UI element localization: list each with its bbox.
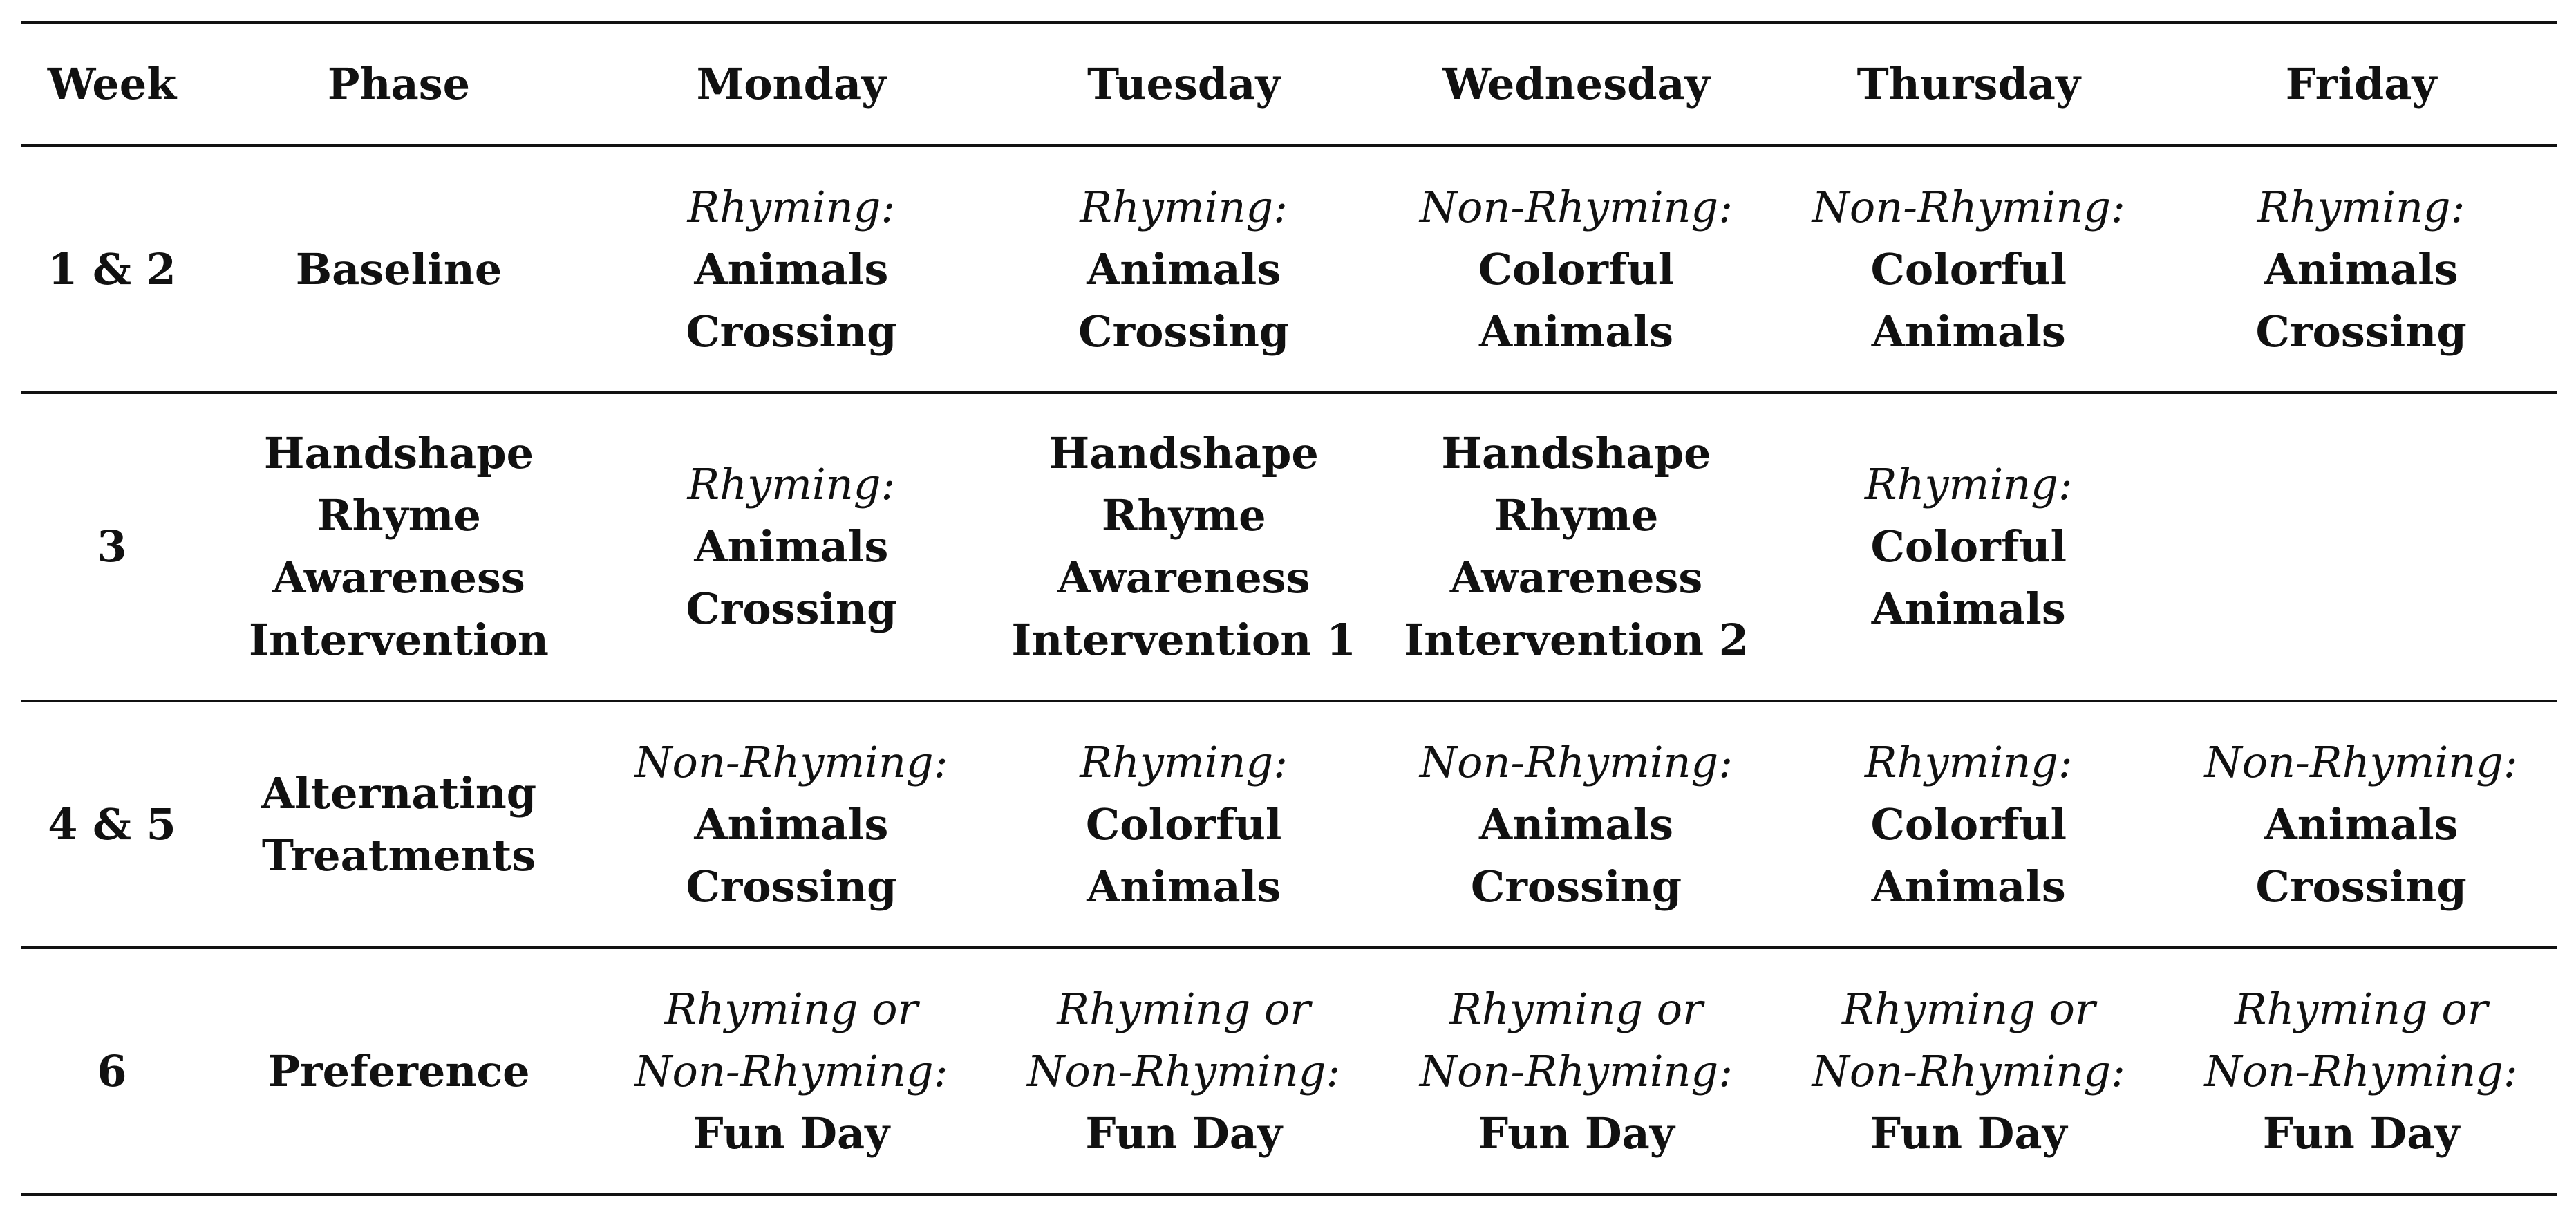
activity-line: Animals bbox=[1087, 243, 1281, 294]
activity-line: Animals bbox=[2264, 243, 2459, 294]
phase-line: Awareness bbox=[272, 552, 525, 603]
week-cell: 4 & 5 bbox=[48, 798, 176, 850]
phase-line: Preference bbox=[267, 1045, 530, 1096]
week-cell: 3 bbox=[97, 521, 127, 572]
header-phase: Phase bbox=[327, 59, 471, 109]
activity-line: Intervention 1 bbox=[1011, 615, 1357, 665]
activity-line: Fun Day bbox=[1478, 1107, 1675, 1159]
activity-line: Colorful bbox=[1870, 521, 2067, 572]
phase-line: Treatments bbox=[261, 830, 536, 881]
day-cell-tuesday bbox=[988, 393, 1380, 701]
header-week: Week bbox=[47, 59, 177, 109]
activity-line: Animals bbox=[1479, 306, 1673, 357]
activity-line: Colorful bbox=[1478, 243, 1675, 294]
phase-line: Rhyme bbox=[317, 490, 481, 541]
week-cell: 6 bbox=[97, 1045, 127, 1096]
phase-cell bbox=[203, 701, 595, 948]
activity-line: Animals bbox=[694, 798, 889, 850]
activity-line: Animals bbox=[1087, 861, 1281, 912]
activity-line: Animals bbox=[694, 521, 889, 572]
phase-line: Handshape bbox=[263, 428, 534, 478]
condition-label: Rhyming or bbox=[1449, 983, 1703, 1034]
day-cell-friday bbox=[2165, 146, 2557, 393]
activity-line: Awareness bbox=[1057, 552, 1310, 603]
table-row bbox=[21, 393, 2557, 701]
phase-line: Intervention bbox=[249, 615, 549, 665]
condition-label: Non-Rhyming: bbox=[1027, 1045, 1341, 1096]
header-thursday: Thursday bbox=[1856, 59, 2080, 109]
header-tuesday: Tuesday bbox=[1087, 59, 1281, 109]
condition-label: Rhyming: bbox=[1864, 459, 2073, 509]
day-cell-thursday bbox=[1772, 146, 2165, 393]
activity-line: Fun Day bbox=[693, 1107, 890, 1159]
condition-label: Rhyming or bbox=[1057, 983, 1310, 1034]
activity-line: Colorful bbox=[1870, 243, 2067, 294]
activity-line: Handshape bbox=[1049, 428, 1319, 478]
activity-line: Intervention 2 bbox=[1404, 615, 1749, 665]
activity-line: Colorful bbox=[1085, 798, 1282, 850]
condition-label: Non-Rhyming: bbox=[634, 736, 948, 787]
activity-line: Awareness bbox=[1449, 552, 1703, 603]
header-friday: Friday bbox=[2285, 59, 2437, 109]
day-cell-monday bbox=[595, 393, 988, 701]
activity-line: Crossing bbox=[686, 583, 897, 634]
phase-cell bbox=[203, 948, 595, 1195]
table-header bbox=[21, 23, 2557, 146]
condition-label: Non-Rhyming: bbox=[2204, 736, 2518, 787]
day-cell-wednesday bbox=[1380, 701, 1773, 948]
condition-label: Rhyming: bbox=[1080, 736, 1288, 787]
day-cell-tuesday bbox=[988, 948, 1380, 1195]
day-cell-monday bbox=[595, 701, 988, 948]
activity-line: Animals bbox=[694, 243, 889, 294]
day-cell-monday bbox=[595, 948, 988, 1195]
day-cell-friday bbox=[2165, 948, 2557, 1195]
activity-line: Colorful bbox=[1870, 798, 2067, 850]
header-wednesday: Wednesday bbox=[1442, 59, 1710, 109]
phase-line: Alternating bbox=[261, 767, 537, 819]
activity-line: Crossing bbox=[2255, 306, 2467, 357]
header-row bbox=[21, 23, 2557, 146]
schedule-table bbox=[21, 21, 2557, 1196]
condition-label: Rhyming or bbox=[2234, 983, 2488, 1034]
activity-line: Rhyme bbox=[1494, 490, 1659, 541]
condition-label: Rhyming: bbox=[1080, 181, 1288, 232]
day-cell-tuesday bbox=[988, 146, 1380, 393]
week-cell: 1 & 2 bbox=[48, 243, 176, 294]
phase-cell bbox=[203, 146, 595, 393]
condition-label: Non-Rhyming: bbox=[1812, 181, 2125, 232]
day-cell-wednesday bbox=[1380, 393, 1773, 701]
phase-line: Baseline bbox=[295, 243, 502, 294]
day-cell-thursday bbox=[1772, 393, 2165, 701]
condition-label: Non-Rhyming: bbox=[1419, 181, 1733, 232]
header-monday: Monday bbox=[696, 59, 887, 109]
day-cell-friday bbox=[2165, 701, 2557, 948]
activity-line: Crossing bbox=[1078, 306, 1290, 357]
day-cell-wednesday bbox=[1380, 948, 1773, 1195]
condition-label: Rhyming: bbox=[687, 181, 896, 232]
activity-line: Crossing bbox=[1470, 861, 1682, 912]
table-body bbox=[21, 146, 2557, 1195]
condition-label: Rhyming or bbox=[664, 983, 919, 1034]
day-cell-friday bbox=[2165, 393, 2557, 701]
phase-cell bbox=[203, 393, 595, 701]
activity-line: Fun Day bbox=[1085, 1107, 1283, 1159]
condition-label: Non-Rhyming: bbox=[1812, 1045, 2125, 1096]
day-cell-wednesday bbox=[1380, 146, 1773, 393]
activity-line: Fun Day bbox=[1870, 1107, 2067, 1159]
day-cell-monday bbox=[595, 146, 988, 393]
condition-label: Rhyming: bbox=[2257, 181, 2465, 232]
activity-line: Fun Day bbox=[2262, 1107, 2460, 1159]
day-cell-thursday bbox=[1772, 948, 2165, 1195]
day-cell-tuesday bbox=[988, 701, 1380, 948]
table-row bbox=[21, 701, 2557, 948]
activity-line: Animals bbox=[1479, 798, 1673, 850]
table-row bbox=[21, 146, 2557, 393]
activity-line: Handshape bbox=[1441, 428, 1711, 478]
condition-label: Non-Rhyming: bbox=[1419, 736, 1733, 787]
day-cell-thursday bbox=[1772, 701, 2165, 948]
activity-line: Animals bbox=[1871, 306, 2066, 357]
table-row bbox=[21, 948, 2557, 1195]
activity-line: Crossing bbox=[686, 861, 897, 912]
activity-line: Crossing bbox=[686, 306, 897, 357]
condition-label: Rhyming: bbox=[1864, 736, 2073, 787]
activity-line: Animals bbox=[1871, 861, 2066, 912]
condition-label: Rhyming: bbox=[687, 459, 896, 509]
condition-label: Non-Rhyming: bbox=[1419, 1045, 1733, 1096]
activity-line: Rhyme bbox=[1101, 490, 1266, 541]
condition-label: Rhyming or bbox=[1842, 983, 2096, 1034]
activity-line: Crossing bbox=[2255, 861, 2467, 912]
activity-line: Animals bbox=[2264, 798, 2459, 850]
condition-label: Non-Rhyming: bbox=[634, 1045, 948, 1096]
activity-line: Animals bbox=[1871, 583, 2066, 634]
condition-label: Non-Rhyming: bbox=[2204, 1045, 2518, 1096]
